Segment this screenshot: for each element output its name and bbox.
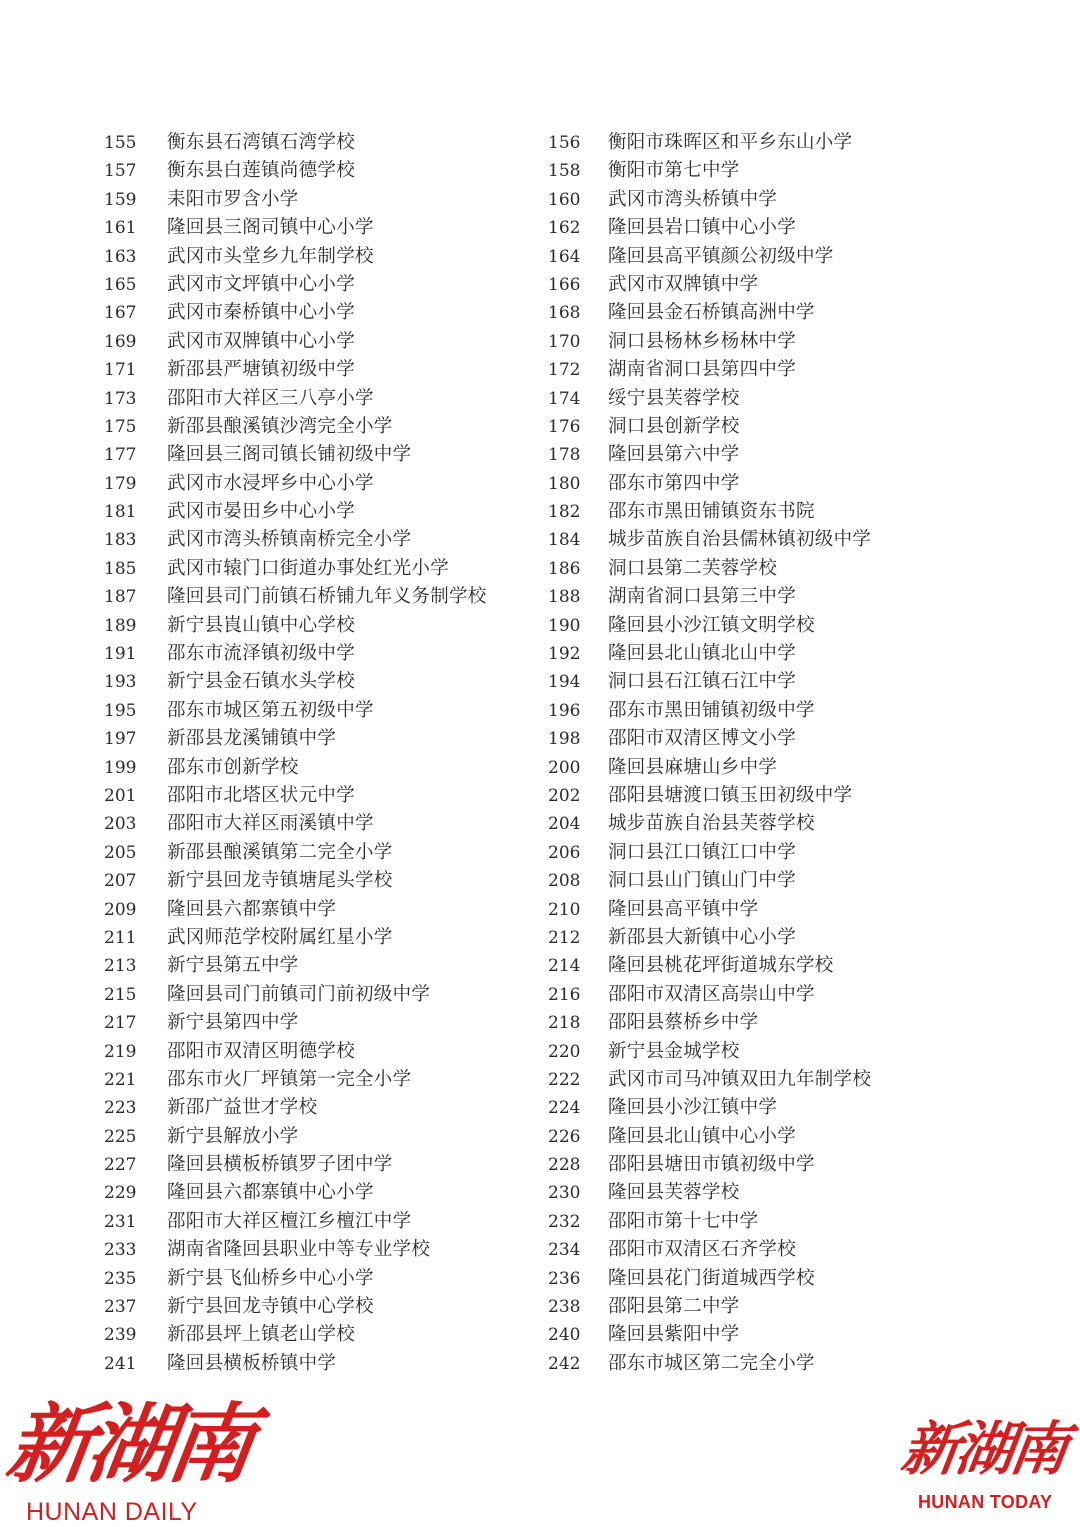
right-school-name: 邵阳市双清区高崇山中学	[608, 983, 815, 1005]
list-row	[0, 470, 1080, 498]
left-number: 177	[104, 445, 137, 466]
list-row	[0, 243, 1080, 271]
right-school-name: 邵阳市第十七中学	[608, 1210, 759, 1232]
right-number: 234	[548, 1240, 581, 1261]
left-number: 195	[104, 700, 137, 721]
right-number: 184	[548, 530, 581, 551]
left-number: 163	[104, 246, 137, 267]
list-row	[0, 555, 1080, 583]
right-number: 188	[548, 587, 581, 608]
left-school-name: 新邵县坪上镇老山学校	[167, 1324, 356, 1346]
right-school-name: 邵东市黑田铺镇初级中学	[608, 699, 815, 721]
right-school-name: 邵阳县塘田市镇初级中学	[608, 1154, 815, 1176]
left-school-name: 衡东县石湾镇石湾学校	[167, 132, 356, 153]
left-number: 215	[104, 984, 137, 1005]
list-row	[0, 782, 1080, 810]
right-number: 174	[548, 388, 581, 409]
left-number: 231	[104, 1211, 137, 1232]
left-school-name: 新邵县龙溪铺镇中学	[167, 728, 337, 750]
left-school-name: 邵东市流泽镇初级中学	[167, 643, 356, 665]
hunan-today-logo	[897, 1415, 1069, 1513]
left-number: 241	[104, 1353, 137, 1374]
left-school-name: 邵阳市双清区明德学校	[167, 1040, 356, 1062]
left-number: 211	[104, 927, 137, 948]
left-school-name: 邵阳市大祥区雨溪镇中学	[167, 813, 374, 835]
right-number: 200	[548, 757, 581, 778]
list-row	[0, 1293, 1080, 1321]
right-number: 232	[548, 1211, 581, 1232]
right-number: 242	[548, 1353, 581, 1374]
right-number: 194	[548, 672, 581, 693]
left-number: 207	[104, 871, 137, 892]
list-row	[0, 214, 1080, 242]
left-school-name: 武冈市双牌镇中心小学	[167, 330, 356, 352]
list-row	[0, 1236, 1080, 1264]
left-school-name: 新宁县第五中学	[167, 955, 299, 977]
left-school-name: 隆回县司门前镇石桥铺九年义务制学校	[167, 586, 487, 608]
right-school-name: 隆回县花门街道城西学校	[608, 1267, 815, 1289]
right-number: 198	[548, 729, 581, 750]
right-number: 180	[548, 473, 581, 494]
list-row	[0, 1094, 1080, 1122]
left-number: 175	[104, 416, 137, 437]
right-number: 178	[548, 445, 581, 466]
list-row	[0, 1208, 1080, 1236]
right-school-name: 洞口县江口镇江口中学	[608, 841, 797, 863]
left-number: 183	[104, 530, 137, 551]
right-number: 170	[548, 331, 581, 352]
right-number: 214	[548, 956, 581, 977]
list-row	[0, 924, 1080, 952]
right-school-name: 隆回县桃花坪街道城东学校	[608, 955, 834, 977]
left-number: 203	[104, 814, 137, 835]
right-school-name: 隆回县高平镇中学	[608, 898, 759, 920]
left-school-name: 武冈市头堂乡九年制学校	[167, 245, 374, 267]
list-row	[0, 157, 1080, 185]
right-school-name: 隆回县麻塘山乡中学	[608, 756, 778, 778]
left-number: 229	[104, 1183, 137, 1204]
list-row	[0, 640, 1080, 668]
right-number: 210	[548, 899, 581, 920]
left-school-name: 隆回县三阁司镇长铺初级中学	[167, 444, 412, 466]
right-school-name: 隆回县芙蓉学校	[608, 1182, 740, 1204]
left-number: 173	[104, 388, 137, 409]
logo-right-english: HUNAN TODAY	[918, 1492, 1053, 1512]
left-school-name: 隆回县横板桥镇罗子团中学	[167, 1154, 393, 1176]
right-school-name: 隆回县金石桥镇高洲中学	[608, 302, 815, 324]
left-school-name: 邵阳市大祥区檀江乡檀江中学	[167, 1210, 412, 1232]
left-school-name: 新邵县严塘镇初级中学	[167, 359, 356, 381]
right-school-name: 衡阳市珠晖区和平乡东山小学	[608, 132, 853, 153]
right-school-name: 隆回县第六中学	[608, 444, 740, 466]
list-row	[0, 896, 1080, 924]
right-school-name: 洞口县创新学校	[608, 415, 740, 437]
left-number: 181	[104, 502, 137, 523]
right-number: 218	[548, 1013, 581, 1034]
right-number: 190	[548, 615, 581, 636]
list-row	[0, 1066, 1080, 1094]
list-row	[0, 271, 1080, 299]
left-school-name: 新邵县酿溪镇沙湾完全小学	[167, 415, 393, 437]
left-school-name: 邵阳市大祥区三八亭小学	[167, 387, 374, 409]
left-school-name: 新邵广益世才学校	[167, 1097, 318, 1119]
right-number: 182	[548, 502, 581, 523]
right-school-name: 邵阳市双清区石齐学校	[608, 1239, 797, 1261]
right-number: 164	[548, 246, 581, 267]
list-row	[0, 697, 1080, 725]
right-school-name: 隆回县紫阳中学	[608, 1324, 740, 1346]
right-school-name: 隆回县小沙江镇中学	[608, 1097, 778, 1119]
left-number: 237	[104, 1297, 137, 1318]
right-number: 158	[548, 161, 581, 182]
left-number: 155	[104, 133, 137, 153]
list-row	[0, 186, 1080, 214]
right-school-name: 邵东市第四中学	[608, 472, 740, 494]
list-row	[0, 413, 1080, 441]
left-number: 185	[104, 558, 137, 579]
right-school-name: 邵阳县塘渡口镇玉田初级中学	[608, 784, 853, 806]
list-row	[0, 810, 1080, 838]
left-number: 161	[104, 218, 137, 239]
left-school-name: 邵阳市北塔区状元中学	[167, 784, 356, 806]
left-number: 221	[104, 1069, 137, 1090]
right-number: 166	[548, 274, 581, 295]
left-number: 223	[104, 1098, 137, 1119]
right-number: 226	[548, 1126, 581, 1147]
right-school-name: 城步苗族自治县芙蓉学校	[608, 813, 815, 835]
list-row	[0, 725, 1080, 753]
left-number: 179	[104, 473, 137, 494]
left-school-name: 武冈市湾头桥镇南桥完全小学	[167, 529, 412, 551]
list-row	[0, 583, 1080, 611]
left-school-name: 邵东市创新学校	[167, 756, 299, 778]
right-number: 240	[548, 1325, 581, 1346]
list-row	[0, 754, 1080, 782]
left-school-name: 武冈市辕门口街道办事处红光小学	[167, 557, 450, 579]
left-school-name: 武冈市秦桥镇中心小学	[167, 302, 356, 324]
left-number: 205	[104, 842, 137, 863]
right-school-name: 隆回县小沙江镇文明学校	[608, 614, 815, 636]
right-number: 202	[548, 785, 581, 806]
left-school-name: 新宁县回龙寺镇中心学校	[167, 1296, 374, 1318]
list-row	[0, 668, 1080, 696]
right-school-name: 衡阳市第七中学	[608, 160, 740, 182]
list-row	[0, 1038, 1080, 1066]
list-row	[0, 867, 1080, 895]
left-number: 219	[104, 1041, 137, 1062]
left-school-name: 隆回县司门前镇司门前初级中学	[167, 983, 431, 1005]
list-row	[0, 498, 1080, 526]
left-number: 169	[104, 331, 137, 352]
right-number: 204	[548, 814, 581, 835]
left-number: 209	[104, 899, 137, 920]
list-row	[0, 385, 1080, 413]
list-row	[0, 356, 1080, 384]
left-number: 199	[104, 757, 137, 778]
right-school-name: 洞口县山门镇山门中学	[608, 870, 797, 892]
list-row	[0, 1321, 1080, 1349]
right-school-name: 隆回县高平镇颜公初级中学	[608, 245, 834, 267]
right-school-name: 邵东市城区第二完全小学	[608, 1352, 815, 1374]
logo-left-chinese: 新湖南	[0, 1394, 256, 1495]
left-school-name: 邵东市城区第五初级中学	[167, 699, 374, 721]
left-school-name: 新宁县解放小学	[167, 1125, 299, 1147]
right-school-name: 洞口县第二芙蓉学校	[608, 557, 778, 579]
right-number: 168	[548, 303, 581, 324]
right-number: 172	[548, 360, 581, 381]
right-school-name: 洞口县杨林乡杨林中学	[608, 330, 797, 352]
right-school-name: 武冈市湾头桥镇中学	[608, 188, 778, 210]
list-row	[0, 441, 1080, 469]
right-number: 208	[548, 871, 581, 892]
list-row	[0, 612, 1080, 640]
school-list	[0, 129, 1080, 1378]
left-school-name: 新宁县回龙寺镇塘尾头学校	[167, 870, 393, 892]
right-school-name: 邵阳市双清区博文小学	[608, 728, 797, 750]
right-school-name: 邵阳县蔡桥乡中学	[608, 1012, 759, 1034]
right-school-name: 邵阳县第二中学	[608, 1296, 740, 1318]
left-school-name: 隆回县六都寨镇中学	[167, 898, 337, 920]
list-row	[0, 526, 1080, 554]
list-row	[0, 1009, 1080, 1037]
left-number: 159	[104, 189, 137, 210]
left-number: 165	[104, 274, 137, 295]
list-row	[0, 981, 1080, 1009]
left-school-name: 邵东市火厂坪镇第一完全小学	[167, 1068, 412, 1090]
left-number: 227	[104, 1155, 137, 1176]
left-school-name: 隆回县横板桥镇中学	[167, 1352, 337, 1374]
left-school-name: 武冈市水浸坪乡中心小学	[167, 472, 374, 494]
right-number: 186	[548, 558, 581, 579]
left-school-name: 隆回县三阁司镇中心小学	[167, 217, 374, 239]
left-number: 225	[104, 1126, 137, 1147]
left-school-name: 湖南省隆回县职业中等专业学校	[167, 1239, 431, 1261]
left-number: 191	[104, 644, 137, 665]
left-school-name: 新宁县金石镇水头学校	[167, 671, 356, 693]
right-school-name: 邵东市黑田铺镇资东书院	[608, 501, 815, 523]
left-school-name: 新宁县崀山镇中心学校	[167, 614, 356, 636]
right-number: 192	[548, 644, 581, 665]
left-school-name: 新宁县第四中学	[167, 1012, 299, 1034]
right-number: 206	[548, 842, 581, 863]
list-row	[0, 299, 1080, 327]
right-number: 230	[548, 1183, 581, 1204]
left-number: 201	[104, 785, 137, 806]
right-school-name: 湖南省洞口县第四中学	[608, 359, 797, 381]
left-number: 189	[104, 615, 137, 636]
left-school-name: 新宁县飞仙桥乡中心小学	[167, 1267, 374, 1289]
right-number: 236	[548, 1268, 581, 1289]
list-row	[0, 328, 1080, 356]
right-school-name: 湖南省洞口县第三中学	[608, 586, 797, 608]
left-number: 233	[104, 1240, 137, 1261]
left-number: 157	[104, 161, 137, 182]
left-number: 167	[104, 303, 137, 324]
left-number: 217	[104, 1013, 137, 1034]
left-school-name: 耒阳市罗含小学	[167, 188, 299, 210]
right-school-name: 隆回县北山镇中心小学	[608, 1125, 797, 1147]
right-number: 220	[548, 1041, 581, 1062]
right-number: 196	[548, 700, 581, 721]
left-school-name: 武冈市晏田乡中心小学	[167, 501, 356, 523]
left-school-name: 隆回县六都寨镇中心小学	[167, 1182, 374, 1204]
left-number: 171	[104, 360, 137, 381]
hunan-daily-logo	[0, 1394, 256, 1527]
right-school-name: 隆回县北山镇北山中学	[608, 643, 797, 665]
right-number: 212	[548, 927, 581, 948]
list-row	[0, 1151, 1080, 1179]
list-row	[0, 1265, 1080, 1293]
right-number: 216	[548, 984, 581, 1005]
logo-left-english: HUNAN DAILY	[26, 1498, 198, 1526]
right-school-name: 武冈市双牌镇中学	[608, 273, 759, 295]
right-number: 228	[548, 1155, 581, 1176]
right-number: 222	[548, 1069, 581, 1090]
right-school-name: 城步苗族自治县儒林镇初级中学	[608, 529, 872, 551]
right-school-name: 绥宁县芙蓉学校	[608, 387, 740, 409]
right-number: 238	[548, 1297, 581, 1318]
left-number: 239	[104, 1325, 137, 1346]
left-number: 235	[104, 1268, 137, 1289]
left-school-name: 衡东县白莲镇尚德学校	[167, 160, 356, 182]
list-row	[0, 1350, 1080, 1378]
right-school-name: 新邵县大新镇中心小学	[608, 926, 797, 948]
right-school-name: 新宁县金城学校	[608, 1040, 740, 1062]
right-school-name: 隆回县岩口镇中心小学	[608, 217, 797, 239]
list-row	[0, 952, 1080, 980]
right-number: 160	[548, 189, 581, 210]
left-school-name: 武冈师范学校附属红星小学	[167, 926, 393, 948]
list-row	[0, 1123, 1080, 1151]
right-number: 162	[548, 218, 581, 239]
right-number: 156	[548, 133, 581, 153]
right-number: 224	[548, 1098, 581, 1119]
left-number: 187	[104, 587, 137, 608]
list-row	[0, 1179, 1080, 1207]
left-number: 197	[104, 729, 137, 750]
list-row	[0, 129, 1080, 157]
list-row	[0, 839, 1080, 867]
left-school-name: 武冈市文坪镇中心小学	[167, 273, 356, 295]
logo-right-chinese: 新湖南	[897, 1415, 1069, 1483]
right-school-name: 武冈市司马冲镇双田九年制学校	[608, 1068, 872, 1090]
left-number: 193	[104, 672, 137, 693]
left-school-name: 新邵县酿溪镇第二完全小学	[167, 841, 393, 863]
right-school-name: 洞口县石江镇石江中学	[608, 671, 797, 693]
right-number: 176	[548, 416, 581, 437]
left-number: 213	[104, 956, 137, 977]
